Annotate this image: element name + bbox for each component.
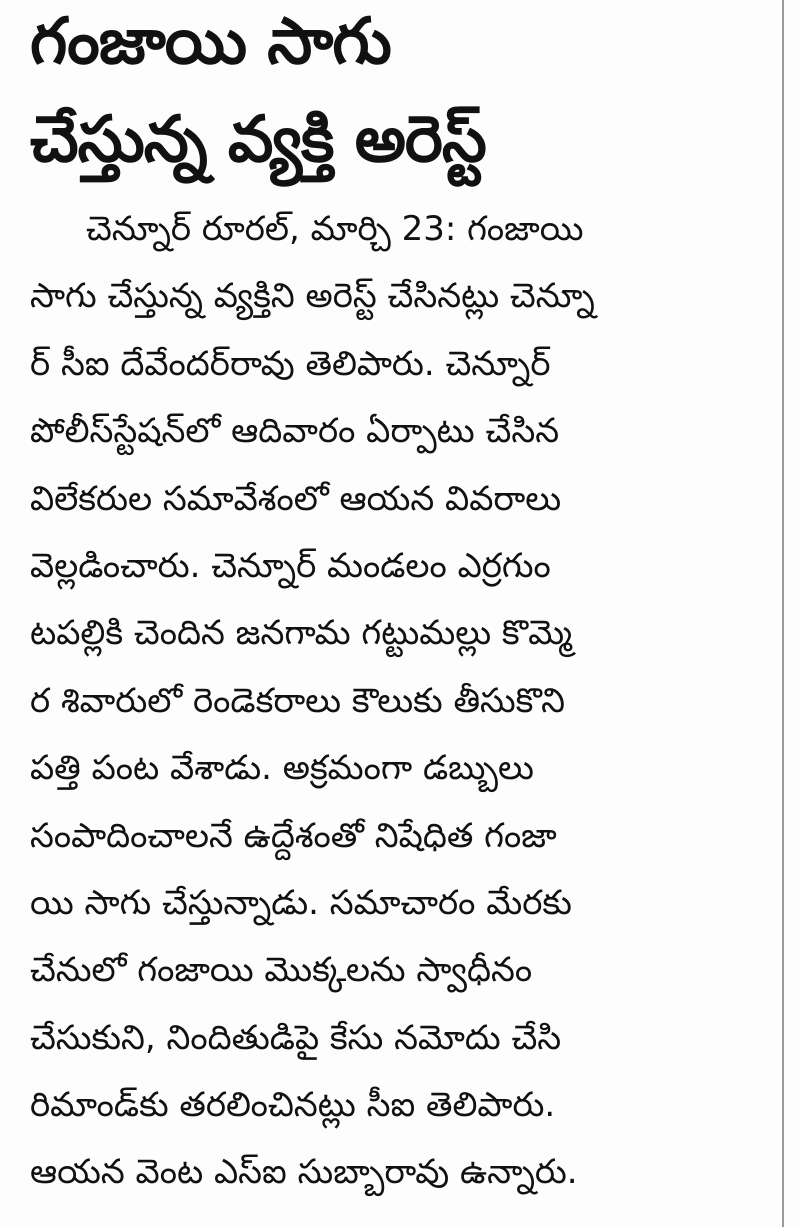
body-line-2: సాగు చేస్తున్న వ్యక్తిని అరెస్ట్ చేసినట్లు చెన్నూ	[30, 276, 595, 317]
body-line-10: సంపాదించాలనే ఉద్దేశంతో నిషేధిత గంజా	[30, 815, 557, 856]
headline-line-1: గంజాయి సాగు	[30, 5, 391, 79]
column-divider	[782, 0, 784, 1227]
body-line-12: చేనులో గంజాయి మొక్కలను స్వాధీనం	[30, 950, 533, 991]
headline-line-2: చేస్తున్న వ్యక్తి అరెస్ట్	[30, 103, 486, 177]
body-line-6: వెల్లడించారు. చెన్నూర్ మండలం ఎర్రగుం	[30, 545, 551, 586]
body-line-13: చేసుకుని, నిందితుడిపై కేసు నమోదు చేసి	[30, 1017, 562, 1058]
body-line-7: టపల్లికి చెందిన జనగామ గట్టుమల్లు కొమ్మె	[30, 613, 573, 654]
article-body	[30, 196, 760, 1207]
body-line-4: పోలీస్‌స్టేషన్‌లో ఆదివారం ఏర్పాటు చేసిన	[30, 411, 560, 452]
body-line-3: ర్ సీఐ దేవేందర్‌రావు తెలిపారు. చెన్నూర్	[30, 343, 551, 384]
body-line-14: రిమాండ్‌కు తరలించినట్లు సీఐ తెలిపారు.	[30, 1085, 556, 1126]
body-line-9: పత్తి పంట వేశాడు. అక్రమంగా డబ్బులు	[30, 748, 534, 789]
body-line-1: చెన్నూర్ రూరల్, మార్చి 23: గంజాయి	[86, 209, 584, 249]
body-line-15: ఆయన వెంట ఎస్ఐ సుబ్బారావు ఉన్నారు.	[30, 1152, 578, 1193]
body-line-8: ర శివారులో రెండెకరాలు కౌలుకు తీసుకొని	[30, 680, 565, 721]
body-line-5: విలేకరుల సమావేశంలో ఆయన వివరాలు	[30, 478, 562, 519]
body-line-11: యి సాగు చేస్తున్నాడు. సమాచారం మేరకు	[30, 882, 572, 923]
